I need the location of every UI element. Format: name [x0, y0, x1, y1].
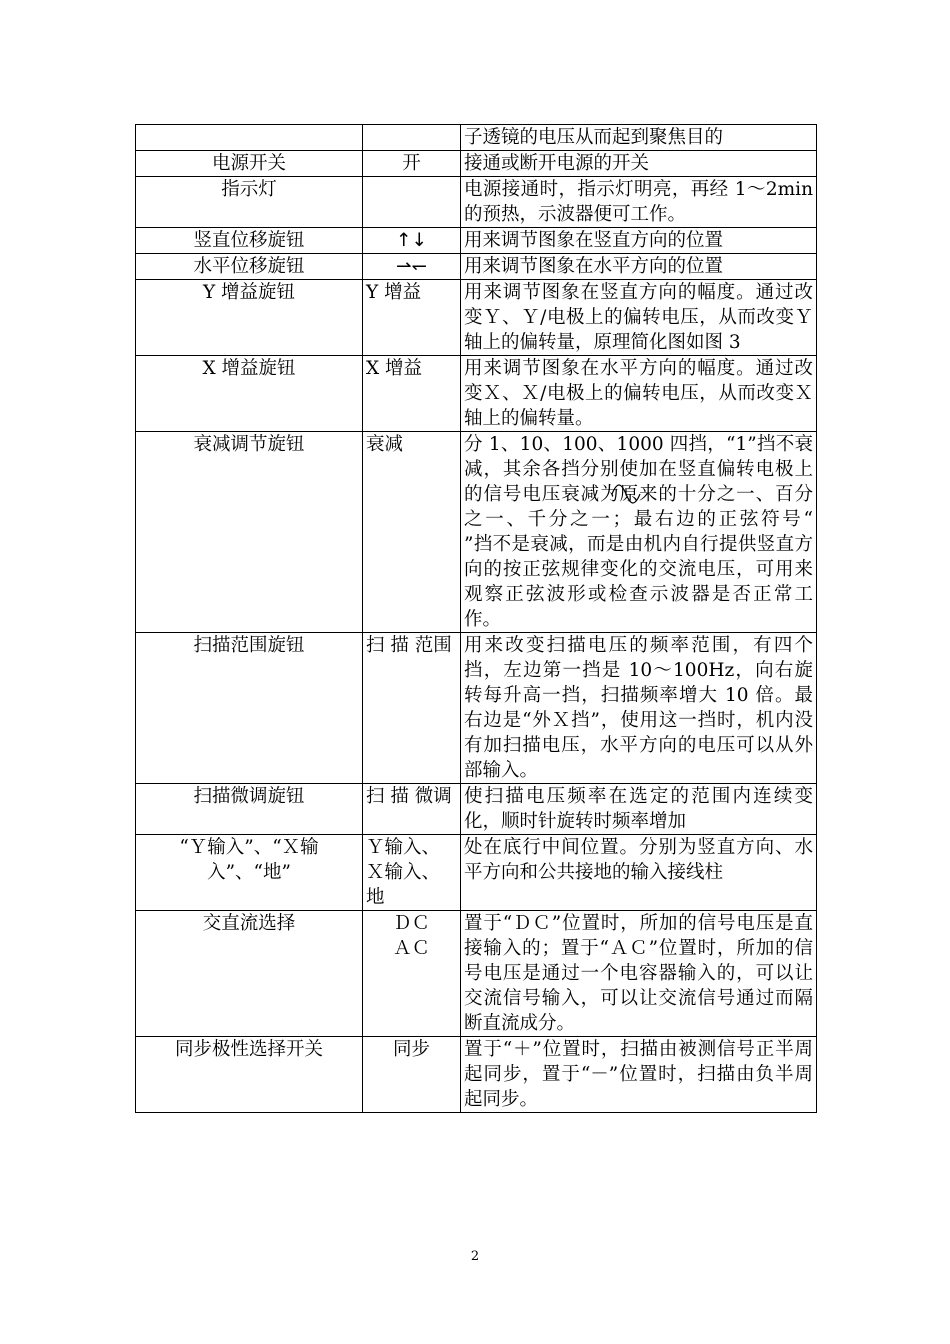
- control-name: X 增益旋钮: [136, 356, 363, 432]
- table-row: [136, 784, 817, 835]
- control-description: [461, 432, 851, 633]
- control-name: “Ｙ输入”、“Ｘ输入”、“地”: [136, 835, 363, 911]
- control-label: 同步: [363, 1037, 461, 1113]
- control-label: [363, 254, 461, 280]
- page-number: 2: [470, 1249, 480, 1264]
- control-description: 电源接通时，指示灯明亮，再经 1～2min 的预热，示波器便可工作。: [461, 177, 817, 228]
- control-name: 扫描范围旋钮: [136, 633, 363, 784]
- control-name: 电源开关: [136, 151, 363, 177]
- table-row: [136, 280, 817, 356]
- table-row: [136, 432, 817, 633]
- table-row: [136, 125, 817, 151]
- table-row: [136, 633, 817, 784]
- control-label: [363, 125, 461, 151]
- control-name: 指示灯: [136, 177, 363, 228]
- left-right-harpoons-icon: ⇀↽: [395, 256, 427, 277]
- control-label: [363, 228, 461, 254]
- control-name: Y 增益旋钮: [136, 280, 363, 356]
- control-label: 扫 描 微调: [363, 784, 461, 835]
- control-description: 使扫描电压频率在选定的范围内连续变化，顺时针旋转时频率增加: [461, 784, 817, 835]
- controls-table: [135, 124, 851, 1113]
- up-down-arrows-icon: ↑↓: [395, 230, 427, 251]
- table-row: [136, 835, 817, 911]
- control-description: 用来改变扫描电压的频率范围，有四个挡，左边第一挡是 10～100Hz，向右旋转每升高一挡，扫描频率增大 10 倍。最右边是“外Ｘ挡”，使用这一挡时，机内没有加扫描电压，水平方向的电压可以从外部输入。: [461, 633, 817, 784]
- control-name: 交直流选择: [136, 911, 363, 1037]
- control-label: Y 增益: [363, 280, 461, 356]
- table-row: [136, 356, 817, 432]
- control-description: 子透镜的电压从而起到聚焦目的: [461, 125, 817, 151]
- control-name: 同步极性选择开关: [136, 1037, 363, 1113]
- table-row: [136, 1037, 817, 1113]
- control-description: 用来调节图象在竖直方向的位置: [461, 228, 817, 254]
- control-name: 竖直位移旋钮: [136, 228, 363, 254]
- table-row: [136, 177, 817, 228]
- control-label: [363, 177, 461, 228]
- table-row: [136, 911, 817, 1037]
- table-row: [136, 151, 817, 177]
- control-description: 用来调节图象在水平方向的位置: [461, 254, 817, 280]
- control-name: 扫描微调旋钮: [136, 784, 363, 835]
- control-name: 水平位移旋钮: [136, 254, 363, 280]
- control-description: 置于“＋”位置时，扫描由被测信号正半周起同步，置于“－”位置时，扫描由负半周起同步。: [461, 1037, 817, 1113]
- control-label: 开: [363, 151, 461, 177]
- control-label: X 增益: [363, 356, 461, 432]
- control-name: [136, 125, 363, 151]
- table-row: [136, 254, 817, 280]
- sine-wave-icon: [611, 484, 641, 504]
- control-label: ＤＣ ＡＣ: [363, 911, 461, 1037]
- control-description: 处在底行中间位置。分别为竖直方向、水平方向和公共接地的输入接线柱: [461, 835, 817, 911]
- control-label: Ｙ输入、Ｘ输入、地: [363, 835, 461, 911]
- control-description: 用来调节图象在水平方向的幅度。通过改变Ｘ、Ｘ/电极上的偏转电压，从而改变Ｘ轴上的偏转量。: [461, 356, 817, 432]
- control-label: 扫 描 范围: [363, 633, 461, 784]
- attenuation-description-text: 分 1、10、100、1000 四挡，“1”挡不衰减，其余各挡分别使加在竖直偏转电极上的信号电压衰减为原来的十分之一、百分之一、千分之一；最右边的正弦符号“ ”挡不是衰减，而是由机内自行提供竖直方向的按正弦规律变化的交流电压，可用来观察正弦波形或检查示波器是否正常工作。: [464, 434, 851, 630]
- control-description: 接通或断开电源的开关: [461, 151, 817, 177]
- control-description: 用来调节图象在竖直方向的幅度。通过改变Ｙ、Ｙ/电极上的偏转电压，从而改变Ｙ轴上的偏转量，原理简化图如图 3: [461, 280, 817, 356]
- control-label: 衰减: [363, 432, 461, 633]
- control-description: 置于“ＤＣ”位置时，所加的信号电压是直接输入的；置于“ＡＣ”位置时，所加的信号电压是通过一个电容器输入的，可以让交流信号输入，可以让交流信号通过而隔断直流成分。: [461, 911, 817, 1037]
- table-row: [136, 228, 817, 254]
- control-name: 衰减调节旋钮: [136, 432, 363, 633]
